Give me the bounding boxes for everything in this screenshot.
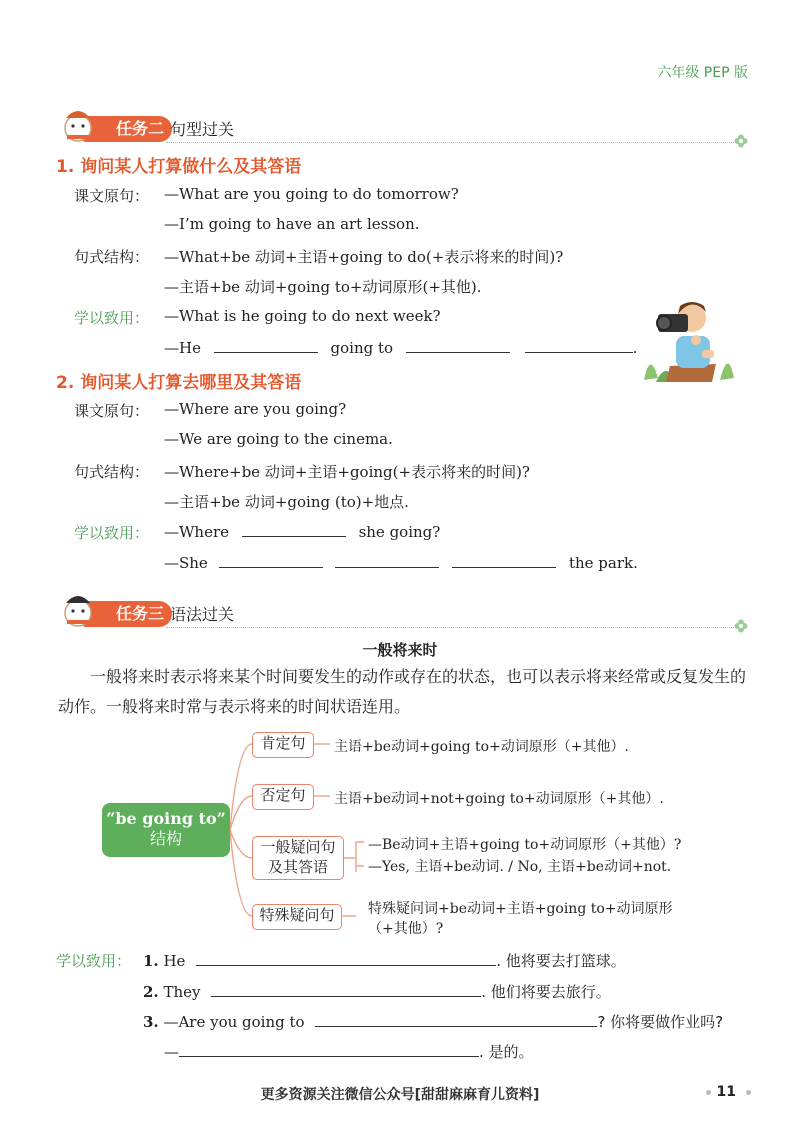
special-structure-1: 特殊疑问词+be动词+主语+going to+动词原形: [368, 901, 673, 917]
q1-label-apply: 学以致用：: [74, 309, 150, 327]
answer-blank[interactable]: [525, 338, 633, 353]
practice-2-start: They: [163, 983, 201, 1001]
q1-apply-2-line: [164, 338, 637, 357]
task3-section-header: [58, 593, 748, 627]
boy-with-camera-illustration: [636, 290, 736, 386]
q1-label-original: 课文原句：: [74, 187, 150, 205]
node-yes-no-question: [252, 836, 344, 880]
affirmative-structure: 主语+be动词+going to+动词原形（+其他）.: [334, 739, 629, 755]
node-affirmative: 肯定句: [252, 732, 314, 758]
node-question-line-1: 一般疑问句: [260, 838, 336, 856]
grammar-title: 一般将来时: [362, 641, 438, 659]
q2-label-apply: 学以致用：: [74, 524, 150, 542]
q1-heading: 1. 询问某人打算做什么及其答语: [56, 157, 302, 177]
answer-blank[interactable]: [242, 522, 346, 537]
q2-apply-2a: —She: [164, 554, 208, 572]
node-question-line-2: 及其答语: [267, 858, 328, 876]
q1-structure-1: —What+be 动词+主语+going to do(+表示将来的时间)?: [164, 248, 564, 266]
answer-blank[interactable]: [452, 553, 556, 568]
q1-apply-2a: —He: [164, 339, 201, 357]
q1-original-2: —I’m going to have an art lesson.: [164, 215, 420, 233]
q1-apply-2c: .: [632, 339, 638, 357]
q2-structure-1: —Where+be 动词+主语+going(+表示将来的时间)?: [164, 463, 530, 481]
practice-1-start: He: [163, 952, 186, 970]
page-dot: [706, 1090, 711, 1095]
answer-blank[interactable]: [406, 338, 510, 353]
footer-promo-text: 更多资源关注微信公众号[甜甜麻麻育儿资料]: [260, 1087, 540, 1103]
practice-item-3: [143, 1011, 723, 1032]
q1-label-structure: 句式结构：: [74, 248, 150, 266]
page-number: 11: [716, 1084, 736, 1100]
answer-blank[interactable]: [196, 951, 496, 966]
practice-3-cn: ? 你将要做作业吗?: [597, 1013, 724, 1031]
q2-apply-1b: she going?: [358, 523, 441, 541]
task2-badge: 任务二: [82, 116, 172, 142]
q2-label-original: 课文原句：: [74, 402, 150, 420]
q2-original-1: —Where are you going?: [164, 400, 347, 418]
task2-section-header: [58, 108, 748, 142]
task2-title: 句型过关: [170, 120, 235, 139]
q2-apply-1-line: [164, 522, 440, 541]
dotted-divider: [166, 627, 738, 628]
practice-item-2: [143, 981, 611, 1002]
hub-line-2: 结构: [149, 829, 182, 848]
practice-number-3: 3.: [143, 1013, 159, 1031]
q2-original-2: —We are going to the cinema.: [164, 430, 393, 448]
node-special-question: 特殊疑问句: [252, 904, 342, 930]
q2-structure-2: —主语+be 动词+going (to)+地点.: [164, 493, 409, 511]
flower-icon: [734, 134, 748, 148]
dotted-divider: [166, 142, 738, 143]
answer-blank[interactable]: [214, 338, 318, 353]
practice-2-cn: . 他们将要去旅行。: [481, 983, 611, 1001]
q1-structure-2: —主语+be 动词+going to+动词原形(+其他).: [164, 278, 482, 296]
q2-heading: 2. 询问某人打算去哪里及其答语: [56, 373, 302, 393]
practice-4-start: —: [164, 1043, 179, 1061]
be-going-to-hub: [102, 803, 230, 857]
practice-1-cn: . 他将要去打篮球。: [496, 952, 626, 970]
question-structure-2: —Yes, 主语+be动词. / No, 主语+be动词+not.: [368, 859, 672, 875]
hub-line-1: “be going to”: [106, 809, 226, 828]
q1-original-1: —What are you going to do tomorrow?: [164, 185, 459, 203]
practice-number-1: 1.: [143, 952, 159, 970]
answer-blank[interactable]: [335, 553, 439, 568]
question-structure-1: —Be动词+主语+going to+动词原形（+其他）?: [368, 837, 682, 853]
q2-apply-1a: —Where: [164, 523, 230, 541]
snowman-mascot-icon: [58, 589, 98, 629]
practice-3-start: —Are you going to: [163, 1013, 305, 1031]
practice-4-cn: . 是的。: [479, 1043, 534, 1061]
grade-edition-label: 六年级 PEP 版: [657, 65, 748, 81]
q1-apply-2b: going to: [330, 339, 394, 357]
negative-structure: 主语+be动词+not+going to+动词原形（+其他）.: [334, 791, 664, 807]
q2-apply-2b: the park.: [568, 554, 638, 572]
flower-icon: [734, 619, 748, 633]
practice-label: 学以致用：: [56, 952, 132, 970]
q2-label-structure: 句式结构：: [74, 463, 150, 481]
answer-blank[interactable]: [211, 982, 481, 997]
page-dot: [746, 1090, 751, 1095]
answer-blank[interactable]: [315, 1012, 597, 1027]
task3-badge: 任务三: [82, 601, 172, 627]
answer-blank[interactable]: [179, 1042, 479, 1057]
grammar-paragraph: 一般将来时表示将来某个时间要发生的动作或存在的状态，也可以表示将来经常或反复发生的动作。一般将来时常与表示将来的时间状语连用。: [58, 667, 747, 716]
practice-item-1: [143, 950, 626, 971]
node-negative: 否定句: [252, 784, 314, 810]
practice-item-4: [164, 1041, 534, 1062]
practice-number-2: 2.: [143, 983, 159, 1001]
q1-apply-1: —What is he going to do next week?: [164, 307, 441, 325]
special-structure-2: （+其他）?: [368, 921, 444, 937]
q2-apply-2-line: [164, 553, 638, 572]
snowman-mascot-icon: [58, 104, 98, 144]
task3-title: 语法过关: [170, 605, 235, 624]
answer-blank[interactable]: [219, 553, 323, 568]
